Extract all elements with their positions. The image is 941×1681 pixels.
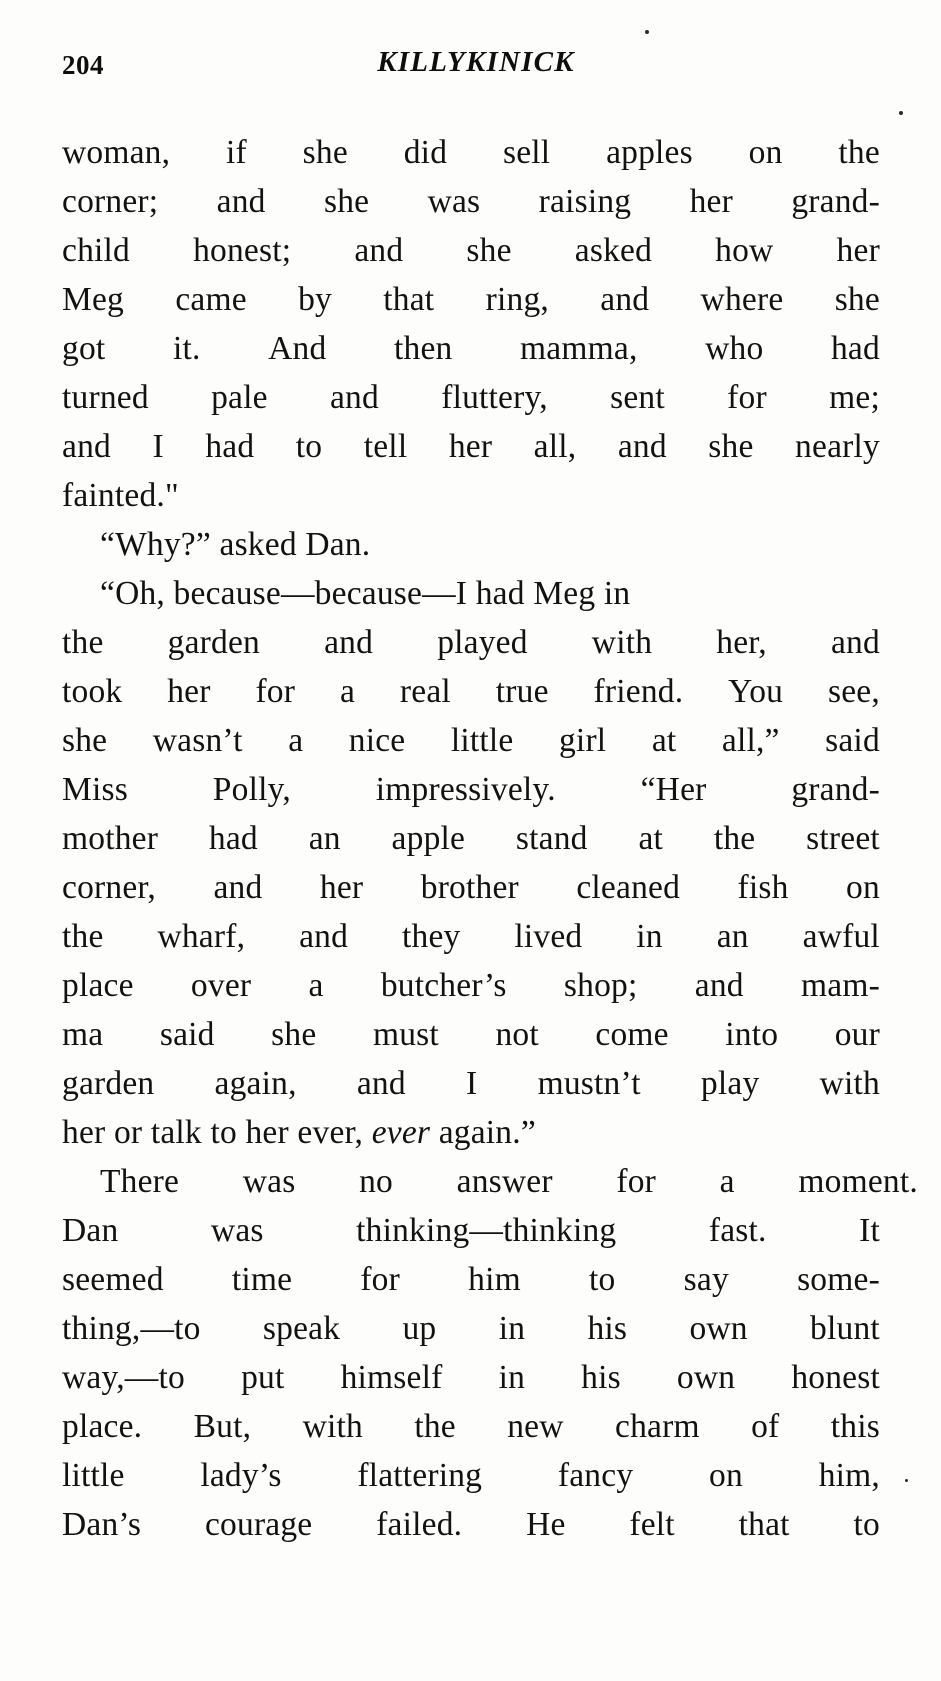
text-word: Miss [62, 771, 128, 808]
text-word: for [616, 1163, 657, 1200]
text-word: and [216, 183, 266, 220]
text-word: sell [502, 134, 551, 171]
text-line: fainted." [62, 477, 179, 514]
text-word: But, [193, 1408, 252, 1445]
text-line [62, 1500, 880, 1549]
text-word: she [466, 232, 512, 269]
text-word: said [159, 1016, 215, 1053]
text-word: And [268, 330, 327, 367]
text-word: honest [791, 1359, 880, 1396]
text-word: in [498, 1359, 526, 1396]
text-line [62, 814, 880, 863]
text-word: did [403, 134, 448, 171]
text-word: him [468, 1261, 521, 1298]
text-word: played [437, 624, 528, 661]
text-word: into [725, 1016, 779, 1053]
text-word: all, [533, 428, 577, 465]
text-line [62, 1059, 880, 1108]
text-word: and [329, 379, 379, 416]
text-line [62, 1353, 880, 1402]
speck-mark [899, 111, 903, 115]
text-word: again, [214, 1065, 297, 1102]
text-line: “Oh, because—because—I had Meg in [100, 575, 631, 612]
text-word: raising [538, 183, 632, 220]
text-word: failed. [376, 1506, 463, 1543]
text-word: was [427, 183, 481, 220]
text-word: I [152, 428, 164, 465]
text-word: mustn’t [537, 1065, 641, 1102]
text-word: of [751, 1408, 780, 1445]
text-line [62, 275, 880, 324]
text-word: ma [62, 1016, 104, 1053]
text-word: grand- [791, 771, 880, 808]
text-word: and [324, 624, 374, 661]
text-word: say [683, 1261, 729, 1298]
text-line [62, 324, 880, 373]
text-word: the [62, 918, 104, 955]
text-word: on [748, 134, 783, 171]
text-word: the [838, 134, 880, 171]
text-word: “Her [640, 771, 707, 808]
text-word: she [302, 134, 348, 171]
text-word: place [62, 967, 134, 1004]
text-word: place. [62, 1408, 143, 1445]
text-word: and [600, 281, 650, 318]
text-line [62, 1108, 880, 1157]
text-word: turned [62, 379, 149, 416]
text-word: that [738, 1506, 790, 1543]
text-word: asked [574, 232, 653, 269]
text-line [62, 1010, 880, 1059]
text-word: grand- [791, 183, 880, 220]
text-word: and [299, 918, 349, 955]
text-word: got [62, 330, 106, 367]
text-word: own [689, 1310, 748, 1347]
text-line [62, 716, 880, 765]
text-word: a [339, 673, 356, 710]
text-word: with [591, 624, 653, 661]
text-word: and [356, 1065, 406, 1102]
text-word: apples [606, 134, 693, 171]
text-word: You [728, 673, 784, 710]
text-line [62, 1255, 880, 1304]
text-line [62, 765, 880, 814]
text-word: It [859, 1212, 880, 1249]
text-word: a [719, 1163, 735, 1200]
text-word: no [359, 1163, 393, 1200]
text-word: had [208, 820, 258, 857]
text-line [62, 1402, 880, 1451]
text-word: seemed [62, 1261, 164, 1298]
text-line [62, 177, 880, 226]
text-word: over [190, 967, 252, 1004]
text-word: nice [348, 722, 406, 759]
text-word: said [825, 722, 880, 759]
text-word: she [834, 281, 880, 318]
text-word: awful [802, 918, 880, 955]
text-word: took [62, 673, 123, 710]
text-word: the [62, 624, 104, 661]
text-word: cleaned [576, 869, 681, 906]
text-word: little [450, 722, 514, 759]
text-word: apple [391, 820, 466, 857]
text-word: the [713, 820, 756, 857]
text-word: an [308, 820, 341, 857]
text-word: nearly [795, 428, 880, 465]
text-word: not [495, 1016, 539, 1053]
text-word: blunt [810, 1310, 880, 1347]
text-word: shop; [563, 967, 638, 1004]
text-word: and [213, 869, 263, 906]
page-header [62, 46, 880, 90]
text-word: way,—to [62, 1359, 185, 1396]
text-line [62, 226, 880, 275]
text-word: came [175, 281, 247, 318]
text-word: street [806, 820, 880, 857]
text-word: There [100, 1163, 180, 1200]
text-word: our [834, 1016, 880, 1053]
text-word: that [383, 281, 435, 318]
text-word: it. [172, 330, 201, 367]
text-word: by [298, 281, 332, 318]
text-word: speak [262, 1310, 341, 1347]
text-run: again.” [430, 1114, 536, 1151]
text-line [62, 961, 880, 1010]
text-word: real [399, 673, 451, 710]
text-line [62, 422, 880, 471]
text-word: mamma, [520, 330, 638, 367]
text-word: corner; [62, 183, 159, 220]
text-word: his [581, 1359, 621, 1396]
text-word: butcher’s [380, 967, 507, 1004]
text-word: all,” [721, 722, 780, 759]
text-word: new [507, 1408, 564, 1445]
text-word: her, [716, 624, 767, 661]
text-line [62, 912, 880, 961]
text-word: his [587, 1310, 628, 1347]
text-word: I [466, 1065, 478, 1102]
text-word: felt [629, 1506, 675, 1543]
text-word: and [694, 967, 744, 1004]
text-word: her [448, 428, 493, 465]
text-word: and [62, 428, 111, 465]
text-word: woman, [62, 134, 171, 171]
text-word: in [498, 1310, 526, 1347]
text-word: to [295, 428, 323, 465]
text-word: had [830, 330, 880, 367]
text-line [62, 1206, 880, 1255]
text-line [62, 373, 880, 422]
text-word: wharf, [157, 918, 246, 955]
text-word: had [205, 428, 255, 465]
text-word: me; [829, 379, 880, 416]
text-word: she [271, 1016, 317, 1053]
running-title: KILLYKINICK [377, 46, 575, 78]
text-word: up [402, 1310, 437, 1347]
text-word: child [62, 232, 130, 269]
text-word: at [651, 722, 677, 759]
text-line [62, 667, 880, 716]
text-word: with [819, 1065, 880, 1102]
text-word: Meg [62, 281, 125, 318]
text-word: He [526, 1506, 566, 1543]
text-word: lived [514, 918, 583, 955]
text-word: for [360, 1261, 400, 1298]
text-word: where [700, 281, 784, 318]
text-word: she [708, 428, 754, 465]
text-word: and [354, 232, 404, 269]
text-word: if [226, 134, 247, 171]
text-word: ring, [485, 281, 549, 318]
text-word: moment. [798, 1163, 918, 1200]
text-line [62, 1157, 918, 1206]
text-run-italic: ever [371, 1114, 431, 1151]
text-word: her [167, 673, 211, 710]
text-word: with [302, 1408, 363, 1445]
text-line: “Why?” asked Dan. [100, 526, 371, 563]
text-word: little [62, 1457, 125, 1494]
text-word: garden [167, 624, 260, 661]
text-word: girl [558, 722, 607, 759]
text-word: friend. [593, 673, 684, 710]
text-word: fast. [708, 1212, 767, 1249]
text-word: mother [62, 820, 159, 857]
text-line [62, 1451, 880, 1500]
text-word: fancy [557, 1457, 634, 1494]
text-word: stand [515, 820, 588, 857]
text-run: her or talk to her ever, [62, 1114, 372, 1151]
text-word: on [846, 869, 880, 906]
text-word: at [638, 820, 664, 857]
text-word: how [715, 232, 774, 269]
speck-mark [905, 1479, 908, 1482]
text-word: tell [363, 428, 408, 465]
text-word: she [62, 722, 108, 759]
text-word: courage [204, 1506, 313, 1543]
text-word: her [689, 183, 733, 220]
text-word: flattering [357, 1457, 483, 1494]
text-word: a [288, 722, 304, 759]
text-line [62, 1304, 880, 1353]
text-word: was [210, 1212, 264, 1249]
text-word: she [323, 183, 370, 220]
text-word: to [853, 1506, 880, 1543]
text-word: thinking—thinking [356, 1212, 617, 1249]
text-word: the [414, 1408, 456, 1445]
text-word: Dan [62, 1212, 119, 1249]
page-number: 204 [62, 50, 104, 80]
text-line [62, 128, 880, 177]
text-line [62, 618, 880, 667]
text-word: who [705, 330, 764, 367]
text-word: Dan’s [62, 1506, 142, 1543]
text-word: her [836, 232, 880, 269]
text-word: own [676, 1359, 736, 1396]
text-word: see, [827, 673, 880, 710]
text-word: lady’s [200, 1457, 282, 1494]
text-word: and [830, 624, 880, 661]
text-word: play [700, 1065, 760, 1102]
text-word: must [372, 1016, 439, 1053]
text-word: in [636, 918, 663, 955]
text-word: a [308, 967, 324, 1004]
text-word: Polly, [212, 771, 291, 808]
text-word: fish [737, 869, 789, 906]
text-word: some- [797, 1261, 880, 1298]
text-word: fluttery, [441, 379, 548, 416]
text-word: garden [62, 1065, 155, 1102]
text-word: to [589, 1261, 616, 1298]
text-word: answer [456, 1163, 553, 1200]
text-word: impressively. [375, 771, 556, 808]
text-word: for [255, 673, 296, 710]
text-word: mam- [801, 967, 880, 1004]
text-word: honest; [193, 232, 292, 269]
speck-mark [645, 30, 649, 34]
text-word: and [617, 428, 667, 465]
text-word: put [241, 1359, 285, 1396]
text-word: sent [610, 379, 665, 416]
text-word: this [830, 1408, 880, 1445]
body-text [62, 128, 918, 1549]
text-word: was [242, 1163, 296, 1200]
text-word: brother [420, 869, 519, 906]
text-word: they [401, 918, 461, 955]
text-word: come [595, 1016, 669, 1053]
text-word: pale [211, 379, 268, 416]
text-word: then [394, 330, 453, 367]
text-word: thing,—to [62, 1310, 201, 1347]
text-line [62, 863, 880, 912]
text-word: him, [818, 1457, 880, 1494]
text-word: on [709, 1457, 743, 1494]
text-word: himself [340, 1359, 443, 1396]
text-word: an [716, 918, 749, 955]
text-word: true [495, 673, 549, 710]
text-word: time [231, 1261, 293, 1298]
text-word: charm [615, 1408, 700, 1445]
text-word: her [319, 869, 364, 906]
text-word: for [727, 379, 767, 416]
text-word: wasn’t [152, 722, 243, 759]
text-word: corner, [62, 869, 156, 906]
